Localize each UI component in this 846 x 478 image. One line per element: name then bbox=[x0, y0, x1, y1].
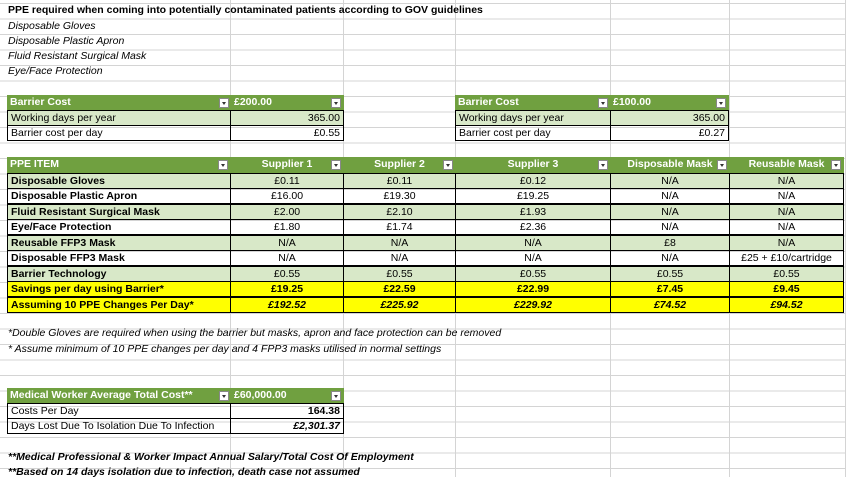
ppe-row-reusable-mask[interactable]: N/A bbox=[729, 173, 844, 189]
filter-dropdown-icon[interactable] bbox=[598, 160, 608, 170]
ppe-row-supplier-3[interactable]: £19.25 bbox=[455, 188, 611, 204]
ppe-row-disposable-mask[interactable]: N/A bbox=[610, 188, 730, 204]
barrier-cost-per-day-value[interactable]: £0.27 bbox=[610, 125, 729, 141]
assuming-row-disposable-mask[interactable]: £74.52 bbox=[610, 297, 730, 313]
ppe-row-item: Fluid Resistant Surgical Mask bbox=[7, 204, 231, 220]
sheet-title: PPE required when coming into potentially contaminated patients according to GOV guidelines bbox=[8, 4, 483, 16]
ppe-row-supplier-3[interactable]: N/A bbox=[455, 250, 611, 266]
header-supplier-1[interactable] bbox=[230, 157, 344, 173]
ppe-row-supplier-2[interactable]: £0.11 bbox=[343, 173, 456, 189]
intro-item: Disposable Plastic Apron bbox=[8, 35, 125, 47]
barrier-cost-per-day-value[interactable]: £0.55 bbox=[230, 125, 344, 141]
ppe-row-reusable-mask[interactable]: N/A bbox=[729, 188, 844, 204]
assuming-row-supplier-3[interactable]: £229.92 bbox=[455, 297, 611, 313]
header-label: Disposable Mask bbox=[627, 158, 713, 170]
working-days-label: Working days per year bbox=[7, 110, 231, 126]
header-label: PPE ITEM bbox=[10, 158, 60, 170]
filter-dropdown-icon[interactable] bbox=[218, 160, 228, 170]
barrier-cost-value[interactable] bbox=[231, 95, 344, 111]
ppe-row-disposable-mask[interactable]: N/A bbox=[610, 219, 730, 235]
filter-dropdown-icon[interactable] bbox=[219, 391, 229, 401]
days-lost-label: Days Lost Due To Isolation Due To Infection bbox=[7, 418, 231, 434]
header-supplier-3[interactable] bbox=[455, 157, 611, 173]
working-days-label: Working days per year bbox=[455, 110, 611, 126]
ppe-row-item: Disposable Plastic Apron bbox=[7, 188, 231, 204]
barrier-cost-label bbox=[455, 95, 610, 111]
ppe-row-reusable-mask[interactable]: N/A bbox=[729, 219, 844, 235]
ppe-row-reusable-mask[interactable]: N/A bbox=[729, 204, 844, 220]
filter-dropdown-icon[interactable] bbox=[331, 98, 341, 108]
intro-item: Fluid Resistant Surgical Mask bbox=[8, 50, 147, 62]
assuming-row-reusable-mask[interactable]: £94.52 bbox=[729, 297, 844, 313]
header-label: Supplier 1 bbox=[261, 158, 313, 170]
assuming-row-supplier-2[interactable]: £225.92 bbox=[343, 297, 456, 313]
working-days-value[interactable]: 365.00 bbox=[610, 110, 729, 126]
barrier-cost-label-text: Barrier Cost bbox=[10, 96, 71, 108]
ppe-row-supplier-2[interactable]: N/A bbox=[343, 250, 456, 266]
ppe-row-item: Barrier Technology bbox=[7, 266, 231, 282]
barrier-cost-per-day-label: Barrier cost per day bbox=[455, 125, 611, 141]
ppe-row-disposable-mask[interactable]: £0.55 bbox=[610, 266, 730, 282]
header-reusable-mask[interactable] bbox=[729, 157, 844, 173]
filter-dropdown-icon[interactable] bbox=[443, 160, 453, 170]
ppe-row-supplier-2[interactable]: £1.74 bbox=[343, 219, 456, 235]
filter-dropdown-icon[interactable] bbox=[331, 391, 341, 401]
ppe-row-item: Reusable FFP3 Mask bbox=[7, 235, 231, 251]
medical-cost-value[interactable] bbox=[231, 388, 344, 404]
costs-per-day-value[interactable]: 164.38 bbox=[230, 403, 344, 419]
header-label: Supplier 3 bbox=[507, 158, 559, 170]
barrier-cost-label-text: Barrier Cost bbox=[458, 96, 519, 108]
ppe-row-item: Disposable Gloves bbox=[7, 173, 231, 189]
ppe-row-supplier-2[interactable]: £2.10 bbox=[343, 204, 456, 220]
ppe-row-supplier-3[interactable]: £0.12 bbox=[455, 173, 611, 189]
assuming-row-item: Assuming 10 PPE Changes Per Day* bbox=[7, 297, 231, 313]
assuming-row-supplier-1[interactable]: £192.52 bbox=[230, 297, 344, 313]
savings-row-supplier-2[interactable]: £22.59 bbox=[343, 281, 456, 297]
note-ppe-changes: * Assume minimum of 10 PPE changes per day and 4 FPP3 masks utilised in normal settings bbox=[8, 343, 442, 355]
days-lost-value[interactable]: £2,301.37 bbox=[230, 418, 344, 434]
filter-dropdown-icon[interactable] bbox=[831, 160, 841, 170]
barrier-cost-value-text: £200.00 bbox=[234, 96, 272, 108]
footnote-isolation: **Based on 14 days isolation due to infection, death case not assumed bbox=[8, 466, 360, 478]
header-supplier-2[interactable] bbox=[343, 157, 456, 173]
ppe-row-supplier-2[interactable]: N/A bbox=[343, 235, 456, 251]
costs-per-day-label: Costs Per Day bbox=[7, 403, 231, 419]
ppe-row-supplier-3[interactable]: £2.36 bbox=[455, 219, 611, 235]
header-item[interactable] bbox=[7, 157, 231, 173]
savings-row-supplier-3[interactable]: £22.99 bbox=[455, 281, 611, 297]
savings-row-supplier-1[interactable]: £19.25 bbox=[230, 281, 344, 297]
ppe-row-supplier-3[interactable]: N/A bbox=[455, 235, 611, 251]
medical-cost-label bbox=[7, 388, 231, 404]
ppe-row-supplier-1[interactable]: £1.80 bbox=[230, 219, 344, 235]
ppe-row-supplier-1[interactable]: N/A bbox=[230, 250, 344, 266]
ppe-row-item: Disposable FFP3 Mask bbox=[7, 250, 231, 266]
savings-row-item: Savings per day using Barrier* bbox=[7, 281, 231, 297]
filter-dropdown-icon[interactable] bbox=[598, 98, 608, 108]
barrier-cost-label bbox=[7, 95, 231, 111]
footnote-salary: **Medical Professional & Worker Impact Annual Salary/Total Cost Of Employment bbox=[8, 451, 414, 463]
header-label: Supplier 2 bbox=[374, 158, 425, 170]
filter-dropdown-icon[interactable] bbox=[219, 98, 229, 108]
ppe-row-supplier-1[interactable]: £0.55 bbox=[230, 266, 344, 282]
ppe-row-reusable-mask[interactable]: £0.55 bbox=[729, 266, 844, 282]
savings-row-disposable-mask[interactable]: £7.45 bbox=[610, 281, 730, 297]
barrier-cost-value[interactable] bbox=[610, 95, 729, 111]
ppe-row-supplier-3[interactable]: £1.93 bbox=[455, 204, 611, 220]
ppe-row-disposable-mask[interactable]: £8 bbox=[610, 235, 730, 251]
barrier-cost-per-day-label: Barrier cost per day bbox=[7, 125, 231, 141]
intro-item: Eye/Face Protection bbox=[8, 65, 103, 77]
ppe-row-supplier-2[interactable]: £0.55 bbox=[343, 266, 456, 282]
ppe-row-supplier-1[interactable]: £0.11 bbox=[230, 173, 344, 189]
ppe-row-supplier-1[interactable]: £16.00 bbox=[230, 188, 344, 204]
ppe-row-supplier-2[interactable]: £19.30 bbox=[343, 188, 456, 204]
ppe-row-supplier-1[interactable]: N/A bbox=[230, 235, 344, 251]
intro-item: Disposable Gloves bbox=[8, 20, 96, 32]
filter-dropdown-icon[interactable] bbox=[331, 160, 341, 170]
ppe-row-reusable-mask[interactable]: £25 + £10/cartridge bbox=[729, 250, 844, 266]
ppe-row-item: Eye/Face Protection bbox=[7, 219, 231, 235]
filter-dropdown-icon[interactable] bbox=[717, 160, 727, 170]
ppe-row-supplier-3[interactable]: £0.55 bbox=[455, 266, 611, 282]
note-double-gloves: *Double Gloves are required when using the barrier but masks, apron and face protection can be removed bbox=[8, 327, 502, 339]
ppe-row-disposable-mask[interactable]: N/A bbox=[610, 204, 730, 220]
medical-cost-label-text: Medical Worker Average Total Cost** bbox=[10, 389, 193, 401]
filter-dropdown-icon[interactable] bbox=[716, 98, 726, 108]
ppe-row-disposable-mask[interactable]: N/A bbox=[610, 173, 730, 189]
ppe-row-reusable-mask[interactable]: N/A bbox=[729, 235, 844, 251]
barrier-cost-value-text: £100.00 bbox=[613, 96, 651, 108]
ppe-row-disposable-mask[interactable]: N/A bbox=[610, 250, 730, 266]
header-disposable-mask[interactable] bbox=[610, 157, 730, 173]
savings-row-reusable-mask[interactable]: £9.45 bbox=[729, 281, 844, 297]
header-label: Reusable Mask bbox=[748, 158, 825, 170]
ppe-row-supplier-1[interactable]: £2.00 bbox=[230, 204, 344, 220]
working-days-value[interactable]: 365.00 bbox=[230, 110, 344, 126]
medical-cost-value-text: £60,000.00 bbox=[234, 389, 287, 401]
